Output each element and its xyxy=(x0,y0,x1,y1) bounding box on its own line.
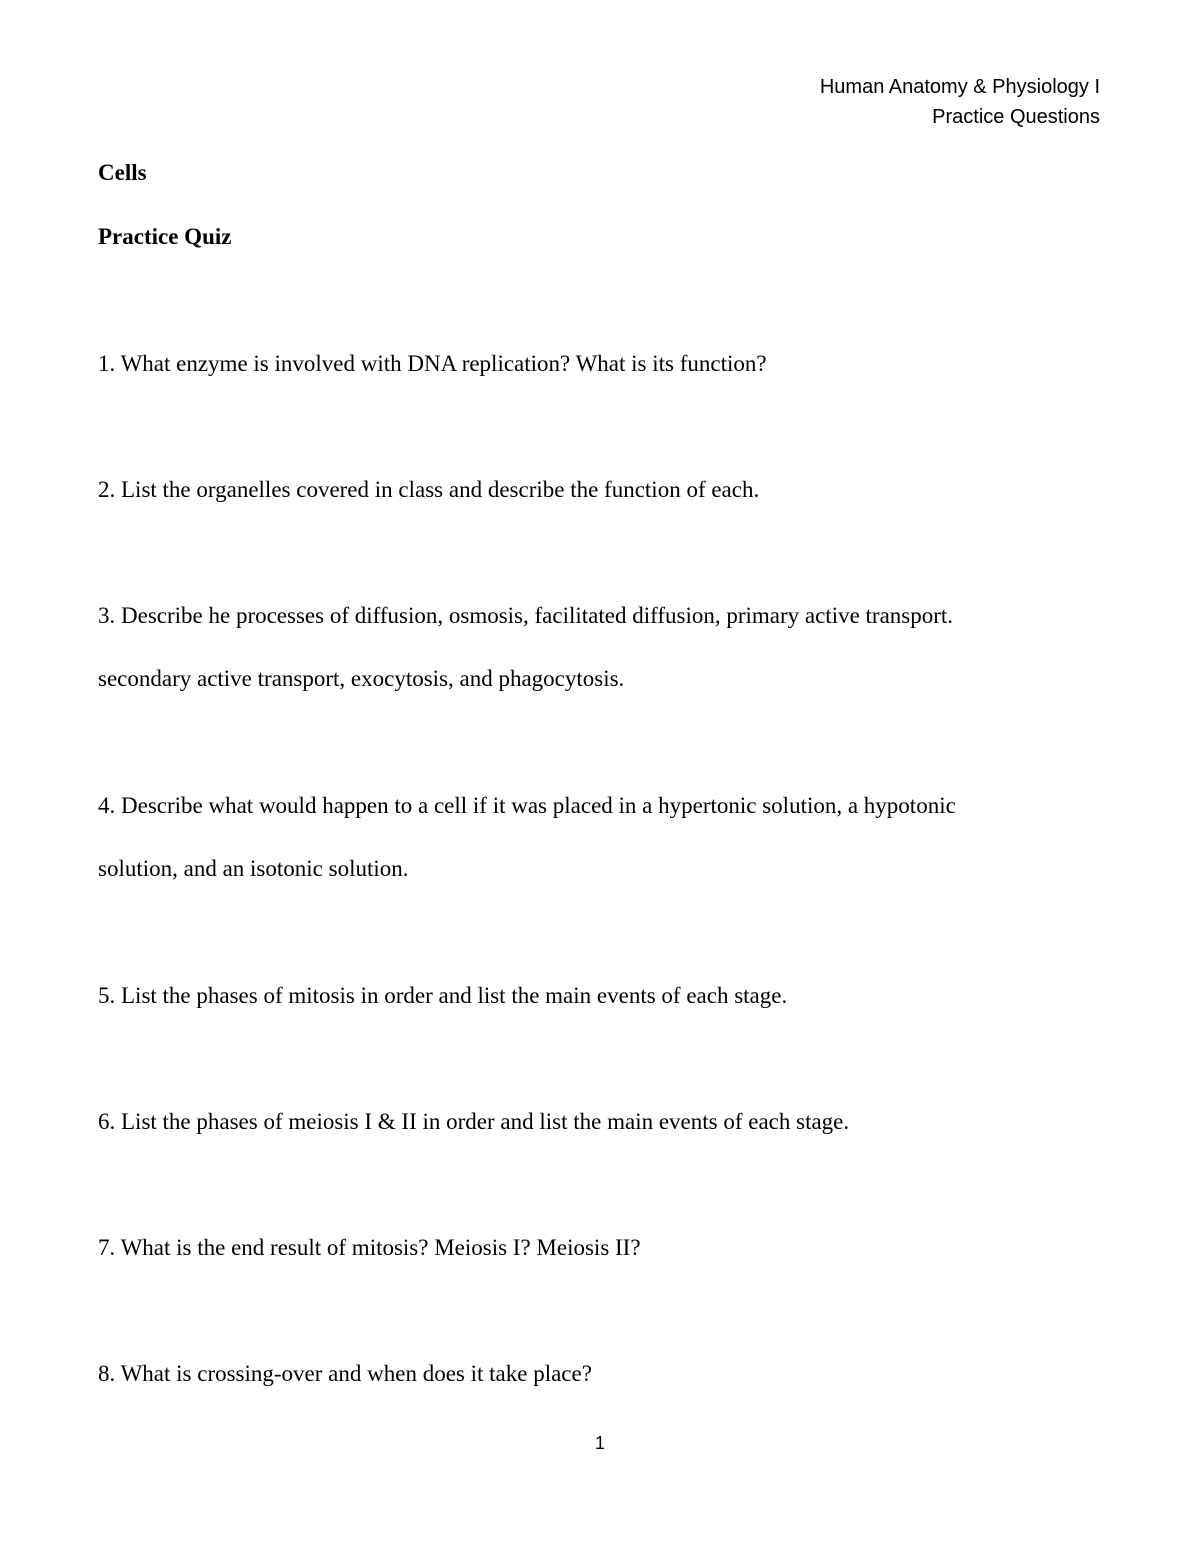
question-6: 6. List the phases of meiosis I & II in order and list the main events of each stage. xyxy=(98,1109,850,1134)
quiz-title: Practice Quiz xyxy=(98,224,232,249)
question-2: 2. List the organelles covered in class and describe the function of each. xyxy=(98,477,760,502)
question-5: 5. List the phases of mitosis in order and list the main events of each stage. xyxy=(98,983,788,1008)
question-4: 4. Describe what would happen to a cell if it was placed in a hypertonic solution, a hypotonic solution, and an isotonic solution. xyxy=(98,793,956,881)
page-header xyxy=(820,72,1100,132)
header-subtitle: Practice Questions xyxy=(932,106,1100,128)
question-3: 3. Describe he processes of diffusion, osmosis, facilitated diffusion, primary active transport. secondary active transport, exocytosis, and phagocytosis. xyxy=(98,603,954,691)
question-8: 8. What is crossing-over and when does it take place? xyxy=(98,1361,592,1386)
page-number: 1 xyxy=(594,1433,605,1453)
question-1: 1. What enzyme is involved with DNA replication? What is its function? xyxy=(98,351,767,376)
header-course-title: Human Anatomy & Physiology I xyxy=(819,76,1100,98)
question-7: 7. What is the end result of mitosis? Meiosis I? Meiosis II? xyxy=(98,1235,641,1260)
section-heading: Cells xyxy=(98,160,147,185)
